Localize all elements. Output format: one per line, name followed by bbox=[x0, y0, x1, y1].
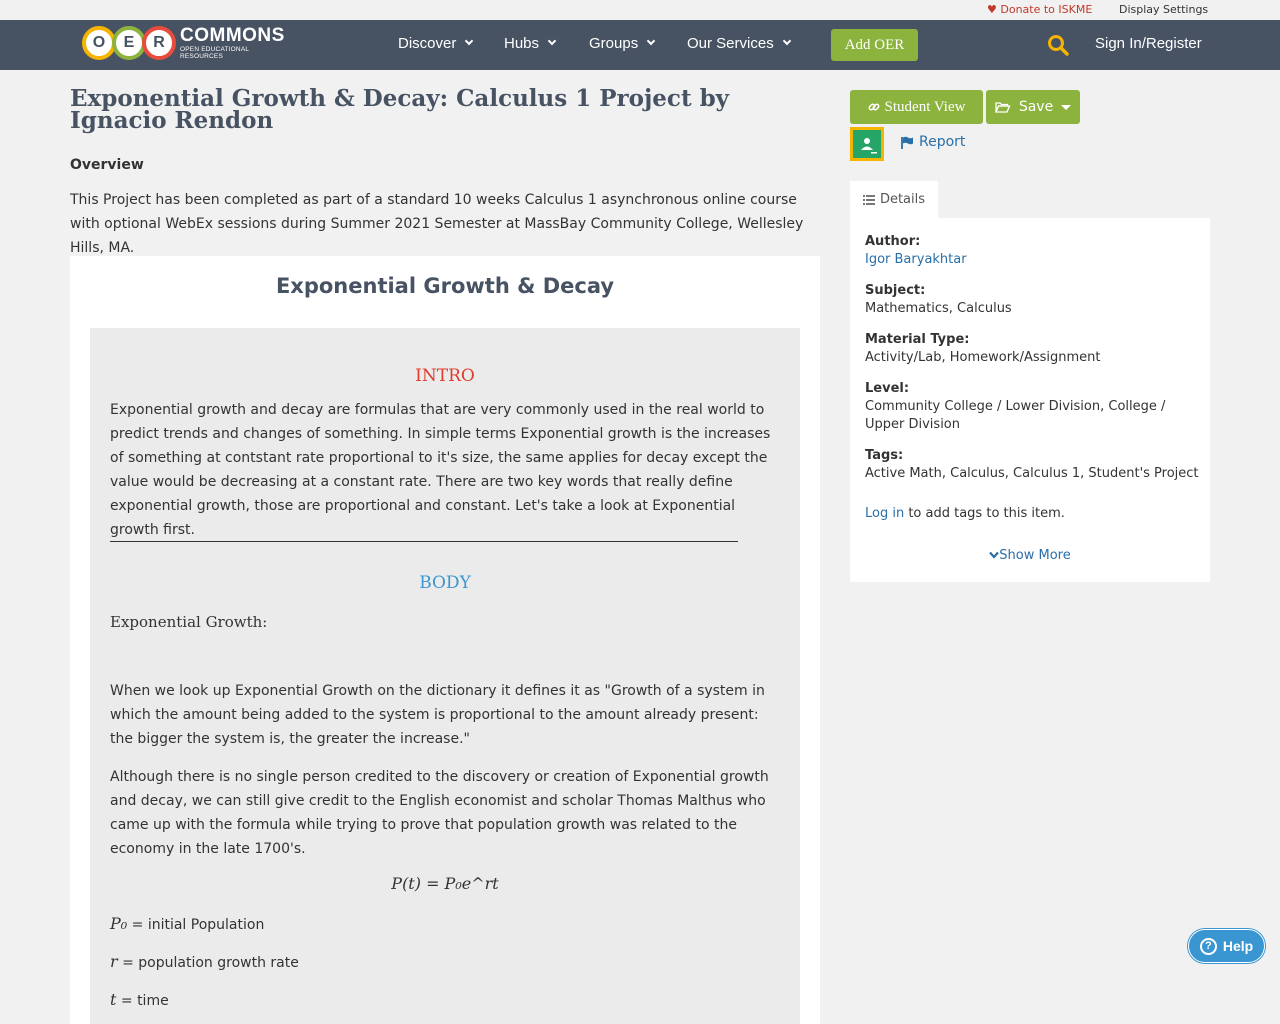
report-link[interactable] bbox=[900, 134, 965, 150]
help-label: Help bbox=[1222, 938, 1254, 954]
variable-time bbox=[110, 990, 169, 1009]
subject-label: Subject: bbox=[865, 283, 926, 298]
details-panel bbox=[850, 218, 1210, 582]
variable-initial-population bbox=[110, 914, 264, 933]
student-view-label: Student View bbox=[884, 98, 966, 115]
donate-label: Donate to ISKME bbox=[1000, 3, 1093, 16]
page-title: Exponential Growth & Decay: Calculus 1 Project by Ignacio Rendon bbox=[70, 85, 730, 134]
content-card bbox=[70, 256, 820, 1024]
save-button[interactable] bbox=[986, 90, 1080, 124]
search-icon[interactable] bbox=[1047, 34, 1069, 56]
intro-paragraph: Exponential growth and decay are formulas that are very commonly used in the real world to predict trends and changes of something. In simple terms Exponential growth is the increases of something at contstant rate proportional to it's size, the same applies for decay except the value would be decreasing at a constant rate. There are two key words that really define exponential growth, those are proportional and constant. Let's take a look at Exponential growth first. bbox=[110, 402, 771, 538]
content-body bbox=[90, 328, 800, 1024]
show-more-label: Show More bbox=[999, 548, 1071, 563]
chevron-down-icon bbox=[548, 37, 556, 45]
question-icon: ? bbox=[1200, 938, 1217, 955]
definition-paragraph: When we look up Exponential Growth on the dictionary it defines it as "Growth of a system in which the amount being added to the system is proportional to the amount already present: the bigger the system is, the greater the increase." bbox=[110, 683, 765, 747]
login-to-tag-text bbox=[865, 505, 1200, 523]
list-icon bbox=[863, 195, 875, 205]
logo-letter-r: R bbox=[142, 26, 176, 60]
tab-details[interactable] bbox=[850, 181, 938, 218]
section-divider bbox=[110, 541, 738, 542]
caret-down-icon bbox=[1061, 105, 1071, 110]
logo-letter-e: E bbox=[112, 26, 146, 60]
author-label: Author: bbox=[865, 234, 921, 249]
heart-icon: ♥ bbox=[987, 3, 997, 16]
variable-symbol: t bbox=[110, 990, 117, 1009]
nav-discover[interactable] bbox=[398, 35, 472, 52]
oer-commons-logo[interactable] bbox=[82, 26, 284, 60]
nav-groups[interactable] bbox=[589, 35, 654, 52]
material-type-label: Material Type: bbox=[865, 332, 970, 347]
subject-value: Mathematics, Calculus bbox=[865, 301, 1012, 316]
login-link[interactable]: Log in bbox=[865, 506, 905, 521]
tags-value: Active Math, Calculus, Calculus 1, Student's Project bbox=[865, 466, 1199, 481]
material-type-value: Activity/Lab, Homework/Assignment bbox=[865, 350, 1101, 365]
variable-description: = time bbox=[116, 993, 169, 1009]
chevron-down-icon bbox=[647, 37, 655, 45]
intro-heading: INTRO bbox=[415, 366, 475, 386]
donate-link[interactable] bbox=[987, 3, 1092, 16]
nav-our-services[interactable] bbox=[687, 35, 790, 52]
display-settings-link[interactable]: Display Settings bbox=[1119, 3, 1209, 16]
sign-in-register-link[interactable]: Sign In/Register bbox=[1095, 35, 1202, 52]
history-paragraph: Although there is no single person credited to the discovery or creation of Exponential growth and decay, we can still give credit to the English economist and scholar Thomas Malthus who came up with the formula while trying to prove that population growth was related to the economy in the late 1700's. bbox=[110, 769, 769, 857]
nav-discover-label: Discover bbox=[398, 35, 457, 52]
main-navbar bbox=[0, 20, 1280, 70]
google-classroom-icon[interactable] bbox=[850, 127, 884, 161]
nav-our-services-label: Our Services bbox=[687, 35, 774, 52]
body-heading: BODY bbox=[419, 573, 471, 593]
student-view-button[interactable] bbox=[850, 90, 983, 124]
author-link[interactable]: Igor Baryakhtar bbox=[865, 252, 967, 267]
nav-hubs[interactable] bbox=[504, 35, 555, 52]
login-suffix: to add tags to this item. bbox=[904, 506, 1065, 521]
level-label: Level: bbox=[865, 381, 910, 396]
overview-text: This Project has been completed as part of a standard 10 weeks Calculus 1 asynchronous online course with optional WebEx sessions during Summer 2021 Semester at MassBay Community College, Wellesley Hills, MA. bbox=[70, 192, 804, 256]
variable-symbol: P₀ bbox=[110, 914, 128, 933]
save-label: Save bbox=[1018, 99, 1054, 115]
chevron-down-icon bbox=[989, 551, 999, 559]
chevron-down-icon bbox=[782, 37, 790, 45]
utility-bar bbox=[0, 0, 1280, 20]
nav-hubs-label: Hubs bbox=[504, 35, 540, 52]
add-oer-button[interactable]: Add OER bbox=[831, 29, 918, 61]
chevron-down-icon bbox=[465, 37, 473, 45]
growth-formula: P(t) = P₀e^rt bbox=[391, 874, 499, 893]
variable-symbol: r bbox=[110, 952, 118, 971]
logo-subtitle: OPEN EDUCATIONAL RESOURCES bbox=[180, 46, 249, 60]
variable-growth-rate bbox=[110, 952, 299, 971]
tab-details-label: Details bbox=[879, 192, 926, 207]
flag-icon bbox=[900, 136, 914, 149]
level-value: Community College / Lower Division, College / Upper Division bbox=[865, 399, 1166, 432]
exponential-growth-subheading: Exponential Growth: bbox=[110, 613, 268, 631]
tags-label: Tags: bbox=[865, 448, 904, 463]
overview-label: Overview bbox=[70, 157, 144, 173]
report-label: Report bbox=[919, 134, 966, 150]
content-title: Exponential Growth & Decay bbox=[275, 274, 615, 298]
variable-description: = population growth rate bbox=[117, 955, 299, 971]
folder-icon bbox=[995, 101, 1011, 113]
logo-title: COMMONS bbox=[180, 25, 285, 46]
logo-letter-o: O bbox=[82, 26, 116, 60]
nav-groups-label: Groups bbox=[589, 35, 639, 52]
help-button[interactable] bbox=[1188, 929, 1265, 963]
link-icon bbox=[868, 101, 880, 113]
variable-description: = initial Population bbox=[127, 917, 265, 933]
show-more-link[interactable] bbox=[850, 548, 1210, 563]
